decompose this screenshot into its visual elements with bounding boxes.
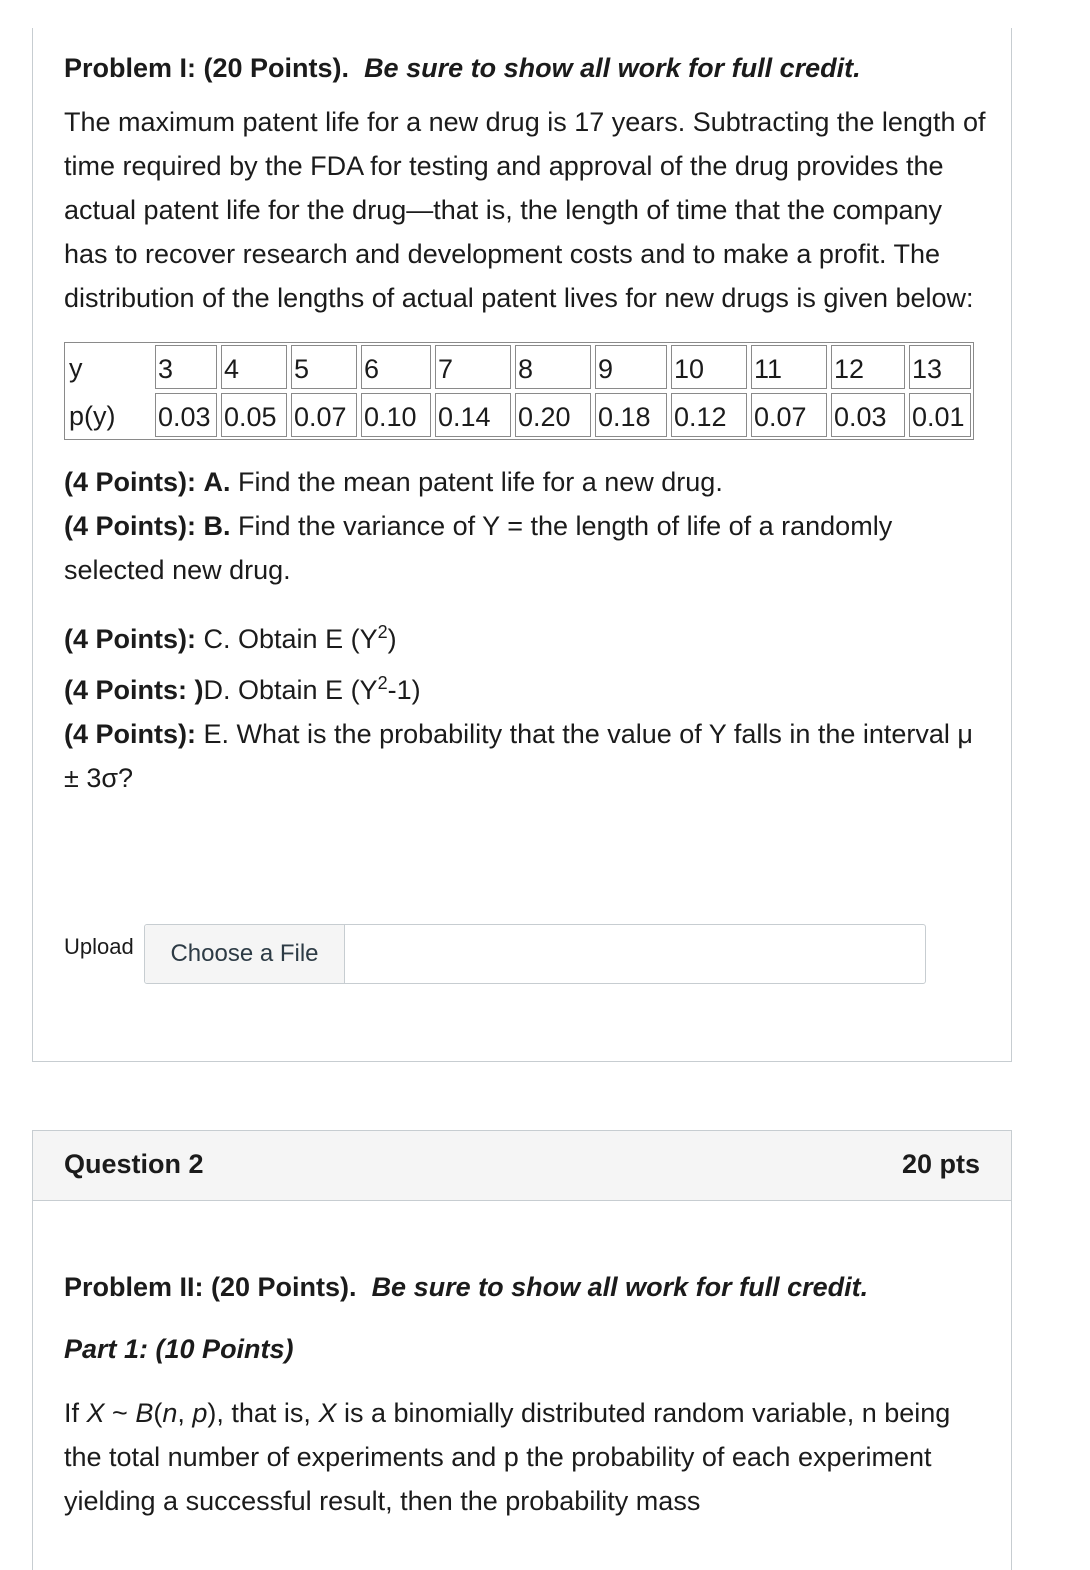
y-cell: 7	[435, 345, 511, 389]
text-x: X	[86, 1398, 105, 1428]
item-c-text-1: C. Obtain E (Y	[203, 624, 378, 654]
p-cell: 0.18	[595, 393, 667, 437]
y-cell: 11	[751, 345, 827, 389]
question-items-ab	[64, 460, 989, 592]
p-cell: 0.12	[671, 393, 747, 437]
question-2-title: Question 2	[64, 1149, 204, 1179]
item-b	[64, 504, 989, 592]
question-2-content	[64, 1267, 989, 1523]
item-c-points: (4 Points):	[64, 624, 196, 654]
p-cell: 0.20	[515, 393, 591, 437]
item-c	[64, 610, 989, 661]
item-b-letter: B.	[203, 511, 231, 541]
upload-row	[64, 924, 926, 986]
text-paren-close: ), that is,	[207, 1398, 319, 1428]
table-row-p	[65, 391, 973, 439]
text-p: p	[192, 1398, 208, 1428]
item-e-text: E. What is the probability that the value of Y falls in the interval μ ± 3σ?	[64, 719, 973, 793]
item-d-sup: 2	[377, 673, 388, 693]
text-tilde: ~	[104, 1398, 136, 1428]
y-cell: 5	[291, 345, 357, 389]
part-1-label: Part 1: (10 Points)	[64, 1334, 294, 1364]
text-x2: X	[318, 1398, 337, 1428]
question-items-cde	[64, 610, 989, 800]
p-cell: 0.14	[435, 393, 511, 437]
y-cell: 4	[221, 345, 287, 389]
p-cell: 0.03	[831, 393, 905, 437]
item-d-points: (4 Points: )	[64, 675, 204, 705]
y-cell: 12	[831, 345, 905, 389]
problem-2-heading	[64, 1267, 989, 1307]
y-cell: 13	[909, 345, 971, 389]
item-a-points: (4 Points):	[64, 467, 196, 497]
p-cell: 0.01	[909, 393, 971, 437]
problem-1-heading	[64, 48, 989, 88]
item-d	[64, 661, 989, 712]
item-b-text: Find the variance of Y = the length of life of a randomly selected new drug.	[64, 511, 893, 585]
item-b-points: (4 Points):	[64, 511, 196, 541]
item-e	[64, 712, 989, 800]
text-b: B	[135, 1398, 154, 1428]
distribution-table	[64, 342, 974, 440]
problem-2-heading-prefix: Problem II: (20 Points).	[64, 1272, 357, 1302]
upload-label: Upload	[64, 934, 134, 959]
row-label-y: y	[69, 353, 83, 383]
p-cell: 0.07	[291, 393, 357, 437]
problem-2-text	[64, 1391, 989, 1523]
text-n: n	[162, 1398, 178, 1428]
question-1-content	[64, 48, 989, 800]
y-cell: 10	[671, 345, 747, 389]
problem-1-intro: The maximum patent life for a new drug is 17 years. Subtracting the length of time required by the FDA for testing and approval of the drug provides the actual patent life for the drug—that is, the length of time that the company has to recover research and development costs and to make a profit. The distribution of the lengths of actual patent lives for new drugs is given below:	[64, 107, 986, 313]
table-row-y	[65, 343, 973, 391]
row-label-p: p(y)	[69, 401, 116, 431]
item-c-text-2: )	[387, 624, 397, 654]
p-cell: 0.07	[751, 393, 827, 437]
text-comma: ,	[177, 1398, 193, 1428]
question-2-header	[33, 1131, 1011, 1201]
text-if: If	[64, 1398, 87, 1428]
text-paren-open: (	[153, 1398, 163, 1428]
question-2-points: 20 pts	[901, 1149, 980, 1179]
y-cell: 8	[515, 345, 591, 389]
choose-file-button[interactable]: Choose a File	[145, 925, 345, 983]
text-rest: is a binomially distributed random variable, n being the total number of experiments and p the probability of each experiment yielding a successful result, then the probability mass	[64, 1398, 951, 1516]
y-cell: 9	[595, 345, 667, 389]
y-cell: 6	[361, 345, 431, 389]
item-d-text-2: -1)	[387, 675, 421, 705]
item-a-letter: A.	[203, 467, 231, 497]
problem-2-heading-emphasis: Be sure to show all work for full credit.	[371, 1272, 869, 1302]
item-a-text: Find the mean patent life for a new drug.	[238, 467, 723, 497]
item-a	[64, 460, 989, 504]
p-cell: 0.03	[155, 393, 217, 437]
file-input[interactable]	[144, 924, 926, 984]
problem-1-heading-emphasis: Be sure to show all work for full credit.	[364, 53, 861, 83]
problem-1-heading-prefix: Problem I: (20 Points).	[64, 53, 350, 83]
item-c-sup: 2	[377, 622, 388, 642]
y-cell: 3	[155, 345, 217, 389]
item-e-points: (4 Points):	[64, 719, 196, 749]
item-d-text-1: D. Obtain E (Y	[203, 675, 378, 705]
p-cell: 0.05	[221, 393, 287, 437]
p-cell: 0.10	[361, 393, 431, 437]
